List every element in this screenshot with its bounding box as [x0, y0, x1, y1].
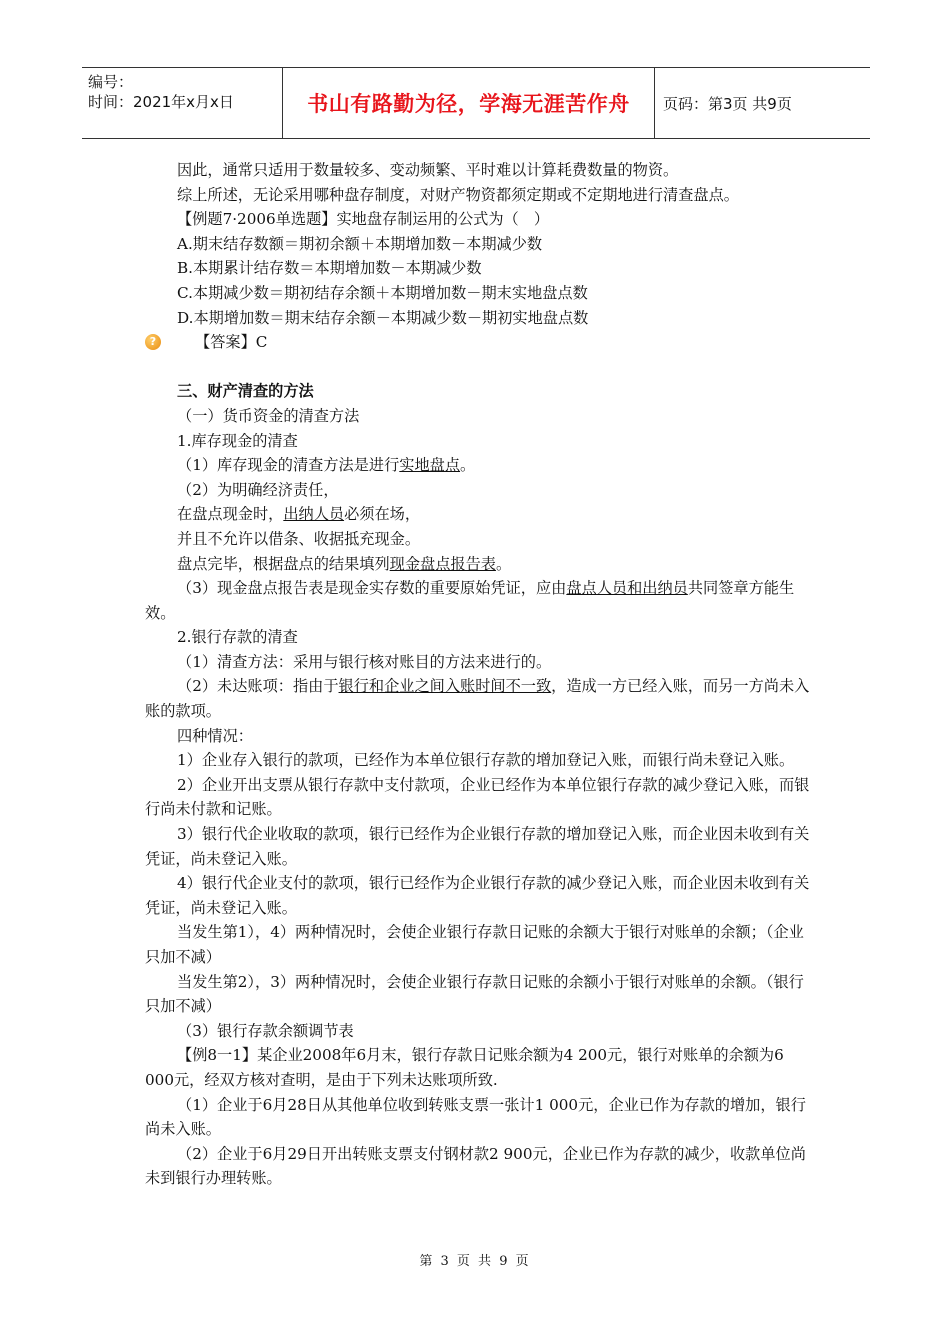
paragraph: 四种情况： — [177, 726, 253, 745]
underlined-term: 盘点人员和出纳员 — [566, 579, 688, 598]
underlined-term: 出纳人员 — [283, 505, 345, 524]
date-label: 时间：2021年x月x日 — [88, 93, 234, 111]
example-paragraph: （2）企业于6月29日开出转账支票支付钢材款2 900元，企业已作为存款的减少，收款单位尚未到银行办理转账。 — [145, 1144, 806, 1188]
number-label: 编号： — [88, 73, 134, 91]
answer-text: 【答案】C — [195, 333, 268, 352]
subsection-heading: 2.银行存款的清查 — [177, 628, 298, 647]
paragraph: （2）为明确经济责任， — [177, 480, 339, 499]
paragraph: 当发生第2），3）两种情况时，会使企业银行存款日记账的余额小于银行对账单的余额。（银行只加不减） — [145, 972, 804, 1016]
underlined-term: 银行和企业之间入账时间不一致 — [338, 677, 552, 696]
paragraph — [145, 502, 810, 527]
text: （1）库存现金的清查方法是进行 — [177, 456, 400, 475]
paragraph — [145, 674, 810, 723]
spacer — [145, 355, 810, 380]
option-a: A.期末结存数额＝期初余额＋本期增加数－本期减少数 — [177, 234, 543, 253]
text: （2）未达账项：指由于 — [177, 677, 339, 696]
paragraph — [145, 552, 810, 577]
text: 。 — [495, 554, 512, 573]
text: ，造成一方已经入账，而另一方尚未入账的款项。 — [145, 677, 810, 721]
option-b: B.本期累计结存数＝本期增加数－本期减少数 — [177, 259, 482, 278]
paragraph: （1）清查方法：采用与银行核对账目的方法来进行的。 — [177, 652, 552, 671]
paragraph: 2）企业开出支票从银行存款中支付款项，企业已经作为本单位银行存款的减少登记入账，而银行尚未付款和记账。 — [145, 775, 810, 819]
paragraph: 3）银行代企业收取的款项，银行已经作为企业银行存款的增加登记入账，而企业因未收到有关凭证，尚未登记入账。 — [145, 825, 810, 868]
example-paragraph: （1）企业于6月28日从其他单位收到转账支票一张计1 000元，企业已作为存款的增加，银行尚未入账。 — [145, 1095, 806, 1139]
paragraph: 4）银行代企业支付的款项，银行已经作为企业银行存款的减少登记入账，而企业因未收到有关凭证，尚未登记入账。 — [145, 874, 810, 917]
page-footer: 第 3 页 共 9 页 — [419, 1254, 531, 1269]
underlined-term: 实地盘点 — [399, 456, 461, 475]
paragraph: 1）企业存入银行的款项，已经作为本单位银行存款的增加登记入账，而银行尚未登记入账。 — [177, 751, 795, 770]
text: 盘点完毕，根据盘点的结果填列 — [177, 554, 390, 573]
text: 共同签章方能生效。 — [145, 579, 795, 622]
example-question: 【例题7·2006单选题】实地盘存制运用的公式为（ ） — [177, 210, 550, 229]
header-page-info: 页码：第3页 共9页 — [663, 94, 792, 113]
section-heading: 三、财产清查的方法 — [177, 382, 314, 401]
option-d: D.本期增加数＝期末结存余额－本期减少数－期初实地盘点数 — [177, 308, 589, 327]
document-body — [145, 158, 810, 1191]
page-header — [82, 67, 870, 139]
underlined-term: 现金盘点报告表 — [389, 554, 496, 573]
paragraph — [145, 576, 810, 625]
paragraph: 当发生第1），4）两种情况时，会使企业银行存款日记账的余额大于银行对账单的余额；（企业只加不减） — [145, 923, 804, 966]
paragraph: 综上所述，无论采用哪种盘存制度，对财产物资都须定期或不定期地进行清查盘点。 — [177, 185, 739, 204]
text: 。 — [460, 456, 476, 475]
example-paragraph: 【例8一1】某企业2008年6月末，银行存款日记账余额为4 200元，银行对账单的余额为6 000元，经双方核对查明，是由于下列未达账项所致. — [145, 1046, 784, 1089]
header-motto: 书山有路勤为径，学海无涯苦作舟 — [283, 68, 655, 138]
subsection-heading: （一）货币资金的清查方法 — [177, 406, 360, 425]
paragraph: 并且不允许以借条、收据抵充现金。 — [177, 529, 420, 548]
option-c: C.本期减少数＝期初结存余额＋本期增加数－期末实地盘点数 — [177, 283, 588, 302]
text: 在盘点现金时， — [177, 505, 284, 524]
text: （3）现金盘点报告表是现金实存数的重要原始凭证，应由 — [177, 579, 567, 598]
answer-line — [145, 330, 810, 355]
subsection-heading: 1.库存现金的清查 — [177, 431, 298, 450]
question-mark-icon: ? — [145, 334, 161, 350]
header-left — [82, 68, 283, 138]
paragraph — [145, 453, 810, 478]
paragraph: （3）银行存款余额调节表 — [177, 1021, 354, 1040]
paragraph: 因此，通常只适用于数量较多、变动频繁、平时难以计算耗费数量的物资。 — [177, 161, 679, 179]
text: 必须在场， — [344, 505, 420, 524]
